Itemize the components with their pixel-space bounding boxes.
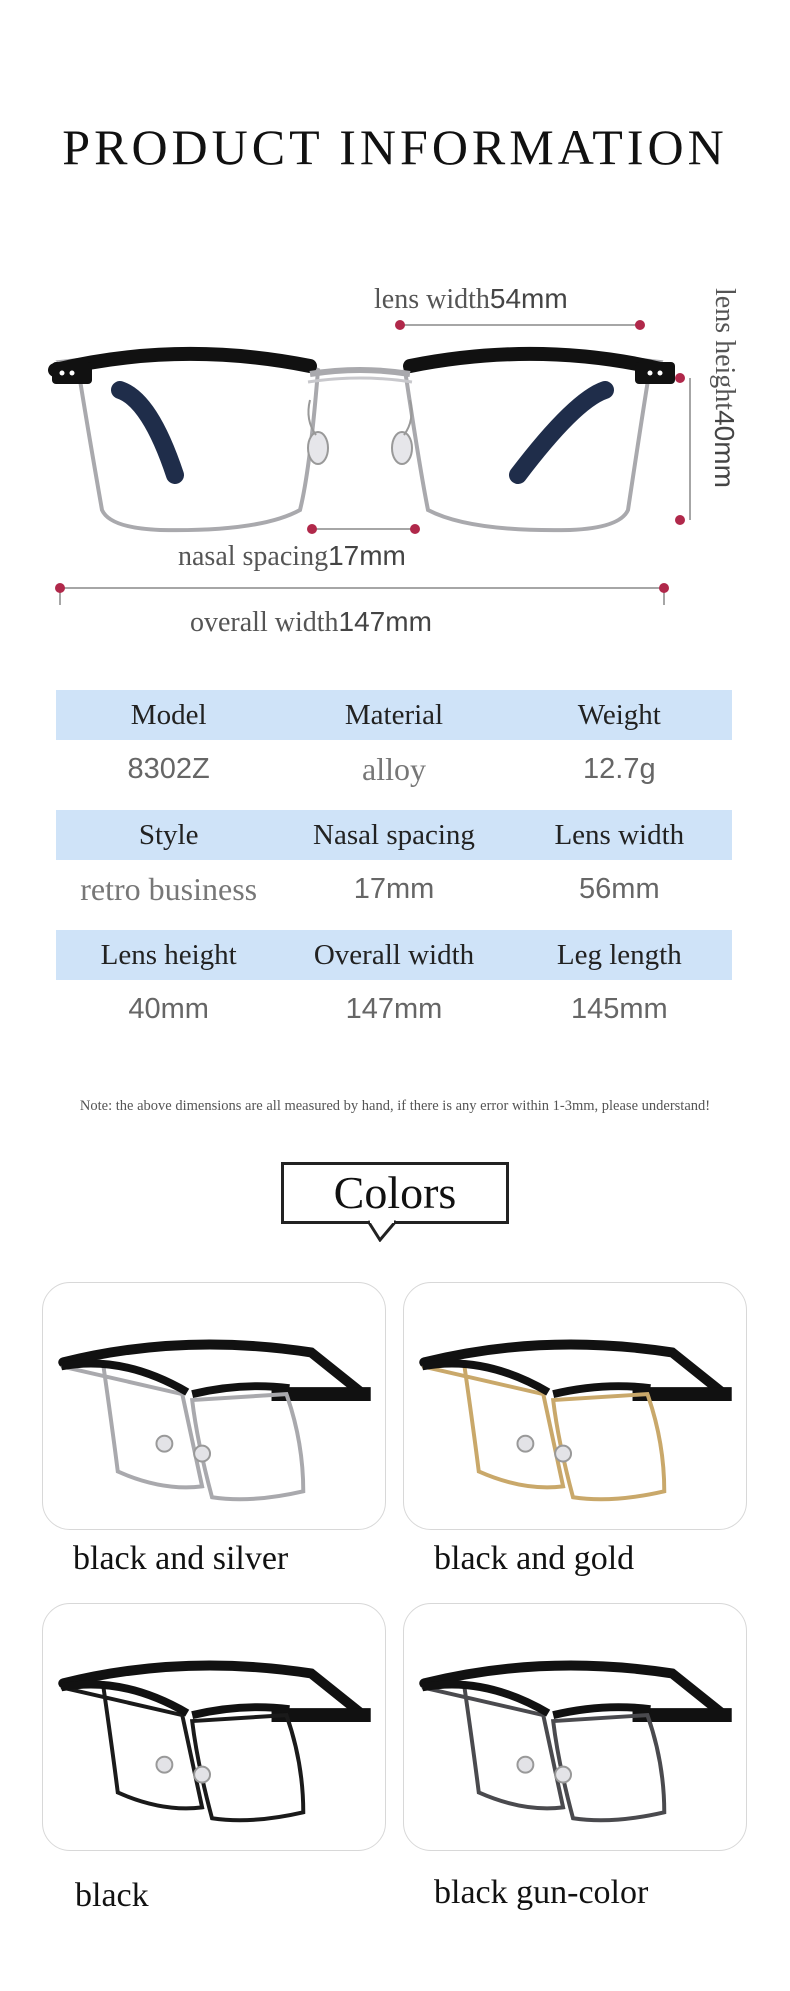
spec-value-overall-width: 147mm [345, 992, 443, 1025]
spec-header-lens-height: Lens height [100, 938, 237, 971]
spec-value-style: retro business [80, 870, 258, 907]
spec-value-row [56, 980, 732, 1038]
color-label-black-gun-color: black gun-color [434, 1874, 649, 1911]
page-title: PRODUCT INFORMATION [62, 119, 728, 175]
bridge [310, 370, 410, 374]
nose-pad-left [308, 432, 328, 464]
spec-block-1 [56, 690, 732, 798]
right-temple [518, 390, 605, 475]
spec-block-2 [56, 810, 732, 918]
lens-height-label: lens height40mm [709, 288, 740, 488]
spec-value-lens-width: 56mm [579, 872, 660, 905]
spec-block-3 [56, 930, 732, 1038]
spec-header-style: Style [138, 818, 199, 851]
lens-width-label: lens width54mm [374, 283, 568, 315]
end-piece-right [635, 362, 675, 384]
spec-value-row [56, 860, 732, 918]
nasal-spacing-label: nasal spacing17mm [178, 540, 406, 572]
left-lens-rim [60, 355, 318, 530]
glasses-black-and-silver-image [43, 1283, 385, 1529]
spec-header-model: Model [130, 698, 207, 731]
left-temple [120, 390, 175, 475]
color-card-black-and-silver[interactable] [42, 1282, 386, 1530]
spec-value-leg-length: 145mm [570, 992, 668, 1025]
color-label-black-and-gold: black and gold [434, 1540, 635, 1577]
glasses-black-image [43, 1604, 385, 1850]
spec-value-model: 8302Z [127, 752, 210, 785]
hero-glasses-diagram [0, 270, 790, 670]
nose-pad-right [392, 432, 412, 464]
glasses-black-gun-color-image [404, 1604, 746, 1850]
speech-bubble-tail [366, 1220, 406, 1242]
spec-header-weight: Weight [577, 698, 661, 731]
color-label-black-and-silver: black and silver [73, 1540, 289, 1577]
spec-header-overall-width: Overall width [313, 938, 475, 971]
color-label-black: black [75, 1877, 149, 1914]
brow-bar-left [55, 354, 310, 370]
spec-header-row [56, 690, 732, 740]
spec-header-row [56, 930, 732, 980]
spec-header-row [56, 810, 732, 860]
color-card-black-gun-color[interactable] [403, 1603, 747, 1851]
color-card-black[interactable] [42, 1603, 386, 1851]
spec-value-nasal-spacing: 17mm [353, 872, 435, 905]
spec-header-lens-width: Lens width [554, 818, 685, 851]
glasses-black-and-gold-image [404, 1283, 746, 1529]
spec-value-material: alloy [362, 750, 426, 787]
spec-value-weight: 12.7g [583, 752, 656, 785]
spec-value-lens-height: 40mm [128, 992, 209, 1025]
overall-width-label: overall width147mm [190, 606, 432, 638]
spec-header-nasal-spacing: Nasal spacing [313, 818, 475, 851]
colors-heading: Colors [281, 1162, 509, 1224]
spec-value-row [56, 740, 732, 798]
spec-header-material: Material [344, 698, 444, 731]
brow-bar-right [410, 354, 665, 370]
measurement-note: Note: the above dimensions are all measured by hand, if there is any error within 1-3mm, please understand! [79, 1098, 711, 1114]
color-card-black-and-gold[interactable] [403, 1282, 747, 1530]
spec-header-leg-length: Leg length [556, 938, 682, 971]
